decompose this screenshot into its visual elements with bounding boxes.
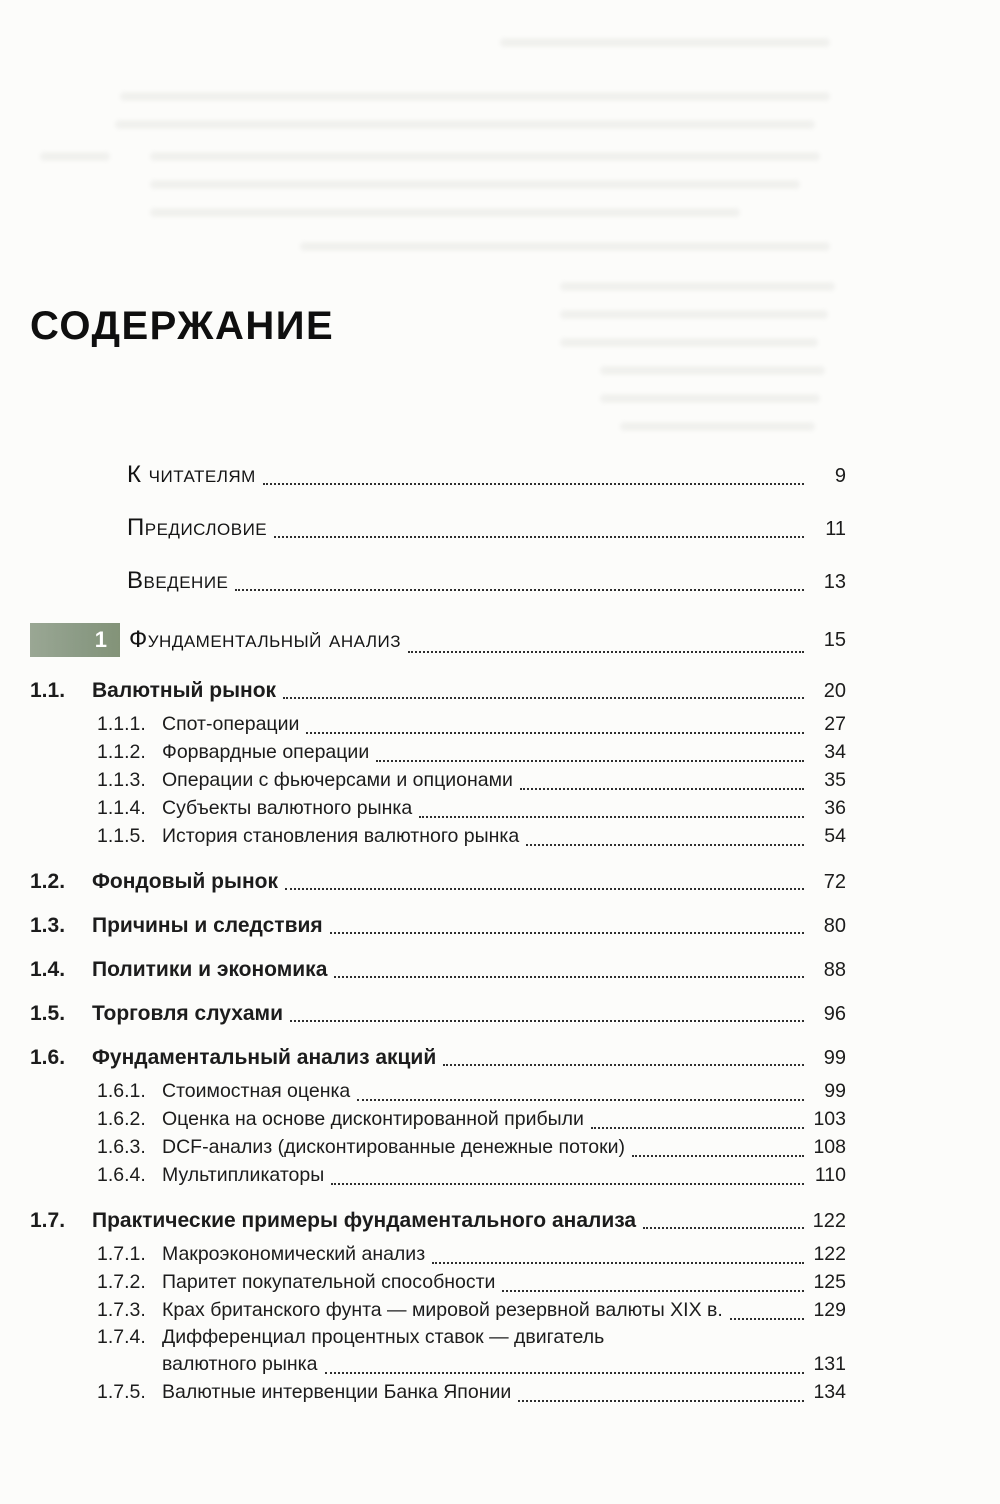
dot-leader	[632, 1155, 804, 1157]
subsection-title: Спот-операции	[162, 713, 300, 735]
dot-leader	[408, 651, 804, 653]
page-number: 11	[825, 518, 846, 540]
subsection-number: 1.7.5.	[97, 1381, 146, 1403]
chapter-number-box	[30, 623, 120, 657]
page-title: СОДЕРЖАНИЕ	[30, 304, 335, 348]
subsection-title: Макроэкономический анализ	[162, 1243, 426, 1265]
dot-leader	[263, 483, 804, 485]
page-number: 80	[823, 915, 846, 937]
page-number: 20	[823, 680, 846, 702]
subsection-number: 1.7.3.	[97, 1299, 146, 1321]
toc-subsection-1-6-2	[30, 1105, 846, 1133]
page-number: 108	[813, 1136, 846, 1158]
toc-subsection-1-6-1	[30, 1077, 846, 1105]
subsection-title: История становления валютного рынка	[162, 825, 520, 847]
toc-subsection-1-7-3	[30, 1296, 846, 1324]
page-number: 131	[813, 1353, 846, 1375]
dot-leader	[518, 1400, 804, 1402]
toc-section-1-3	[30, 914, 846, 938]
page-number: 110	[814, 1164, 846, 1186]
toc-section-1-2	[30, 870, 846, 894]
section-number: 1.4.	[30, 958, 66, 981]
toc-section-1-6	[30, 1046, 846, 1070]
toc-entry-preface	[30, 514, 846, 542]
dot-leader	[419, 816, 804, 818]
subsection-title: Крах британского фунта — мировой резервной валюты XIX в.	[162, 1299, 723, 1321]
toc-subsection-1-7-4-continuation	[30, 1350, 846, 1378]
dot-leader	[502, 1290, 804, 1292]
page-number: 15	[823, 628, 846, 651]
subsection-title: Операции с фьючерсами и опционами	[162, 769, 513, 791]
dot-leader	[520, 788, 804, 790]
table-of-contents	[30, 461, 846, 1406]
toc-section-1-5	[30, 1002, 846, 1026]
toc-section-1-4	[30, 958, 846, 982]
page-number: 129	[813, 1299, 846, 1321]
toc-entry-label: К читателям	[127, 461, 256, 488]
subsection-number: 1.1.5.	[97, 825, 146, 847]
page-number: 99	[824, 1080, 846, 1102]
dot-leader	[334, 976, 804, 978]
page-number: 125	[813, 1271, 846, 1293]
subsection-number: 1.7.1.	[97, 1243, 146, 1265]
page-number: 103	[813, 1108, 846, 1130]
section-number: 1.2.	[30, 870, 66, 893]
section-title: Политики и экономика	[92, 958, 328, 981]
subsection-number: 1.1.4.	[97, 797, 146, 819]
dot-leader	[432, 1262, 804, 1264]
toc-subsection-1-1-1	[30, 710, 846, 738]
section-number: 1.7.	[30, 1209, 66, 1232]
dot-leader	[290, 1020, 804, 1022]
dot-leader	[235, 589, 804, 591]
section-number: 1.3.	[30, 914, 66, 937]
subsection-number: 1.1.3.	[97, 769, 146, 791]
toc-entry-readers	[30, 461, 846, 489]
subsection-number: 1.1.1.	[97, 713, 146, 735]
dot-leader	[526, 844, 804, 846]
subsection-number: 1.7.4.	[97, 1326, 146, 1348]
toc-section-1-1	[30, 679, 846, 703]
page-number: 34	[824, 741, 846, 763]
section-title: Валютный рынок	[92, 679, 277, 702]
page-number: 99	[823, 1047, 846, 1069]
toc-subsection-1-7-4	[30, 1324, 846, 1350]
dot-leader	[443, 1064, 804, 1066]
dot-leader	[285, 888, 804, 890]
page-number: 27	[824, 713, 846, 735]
toc-subsection-1-7-5	[30, 1378, 846, 1406]
dot-leader	[283, 697, 804, 699]
dot-leader	[357, 1099, 804, 1101]
page-number: 9	[834, 465, 846, 487]
page-number: 122	[813, 1243, 846, 1265]
toc-subsection-1-1-2	[30, 738, 846, 766]
page-number: 72	[823, 871, 846, 893]
page-number: 36	[824, 797, 846, 819]
subsection-number: 1.6.2.	[97, 1108, 146, 1130]
toc-subsection-1-6-3	[30, 1133, 846, 1161]
subsection-title: Стоимостная оценка	[162, 1080, 351, 1102]
toc-subsection-1-7-2	[30, 1268, 846, 1296]
subsection-title: DCF-анализ (дисконтированные денежные потоки)	[162, 1136, 626, 1158]
toc-subsection-1-1-5	[30, 822, 846, 850]
section-title: Торговля слухами	[92, 1002, 283, 1025]
dot-leader	[306, 732, 804, 734]
section-title: Фондовый рынок	[92, 870, 278, 893]
subsection-title: Субъекты валютного рынка	[162, 797, 413, 819]
toc-entry-label: Предисловие	[127, 514, 268, 541]
chapter-title: Фундаментальный анализ	[129, 626, 401, 653]
subsection-title-line2: валютного рынка	[162, 1353, 318, 1375]
section-title: Причины и следствия	[92, 914, 323, 937]
section-number: 1.1.	[30, 679, 66, 702]
toc-content	[30, 0, 846, 1406]
dot-leader	[331, 1183, 804, 1185]
section-title: Практические примеры фундаментального анализа	[92, 1209, 637, 1232]
dot-leader	[591, 1127, 804, 1129]
toc-entry-introduction	[30, 567, 846, 595]
dot-leader	[325, 1372, 805, 1374]
toc-subsection-1-1-3	[30, 766, 846, 794]
dot-leader	[730, 1318, 804, 1320]
page-number: 54	[824, 825, 846, 847]
page-number: 134	[813, 1381, 846, 1403]
toc-section-1-7	[30, 1209, 846, 1233]
page-number: 122	[812, 1210, 846, 1232]
dot-leader	[376, 760, 804, 762]
dot-leader	[330, 932, 804, 934]
toc-entry-label: Введение	[127, 567, 229, 594]
subsection-title: Валютные интервенции Банка Японии	[162, 1381, 512, 1403]
toc-subsection-1-1-4	[30, 794, 846, 822]
subsection-number: 1.6.4.	[97, 1164, 146, 1186]
subsection-title: Оценка на основе дисконтированной прибыли	[162, 1108, 584, 1130]
page-number: 35	[824, 769, 846, 791]
dot-leader	[643, 1227, 804, 1229]
subsection-title: Форвардные операции	[162, 741, 370, 763]
subsection-number: 1.1.2.	[97, 741, 146, 763]
subsection-number: 1.7.2.	[97, 1271, 146, 1293]
subsection-title: Мультипликаторы	[162, 1164, 325, 1186]
page-number: 96	[823, 1003, 846, 1025]
toc-subsection-1-7-1	[30, 1240, 846, 1268]
subsection-title: Паритет покупательной способности	[162, 1271, 496, 1293]
subsection-number: 1.6.1.	[97, 1080, 146, 1102]
toc-chapter-1	[30, 623, 846, 657]
section-number: 1.5.	[30, 1002, 66, 1025]
subsection-title-line1: Дифференциал процентных ставок — двигатель	[162, 1326, 605, 1348]
section-number: 1.6.	[30, 1046, 66, 1069]
dot-leader	[274, 536, 804, 538]
toc-subsection-1-6-4	[30, 1161, 846, 1189]
subsection-number: 1.6.3.	[97, 1136, 146, 1158]
page-number: 88	[823, 959, 846, 981]
chapter-number: 1	[94, 627, 107, 652]
page-number: 13	[823, 571, 846, 593]
section-title: Фундаментальный анализ акций	[92, 1046, 437, 1069]
